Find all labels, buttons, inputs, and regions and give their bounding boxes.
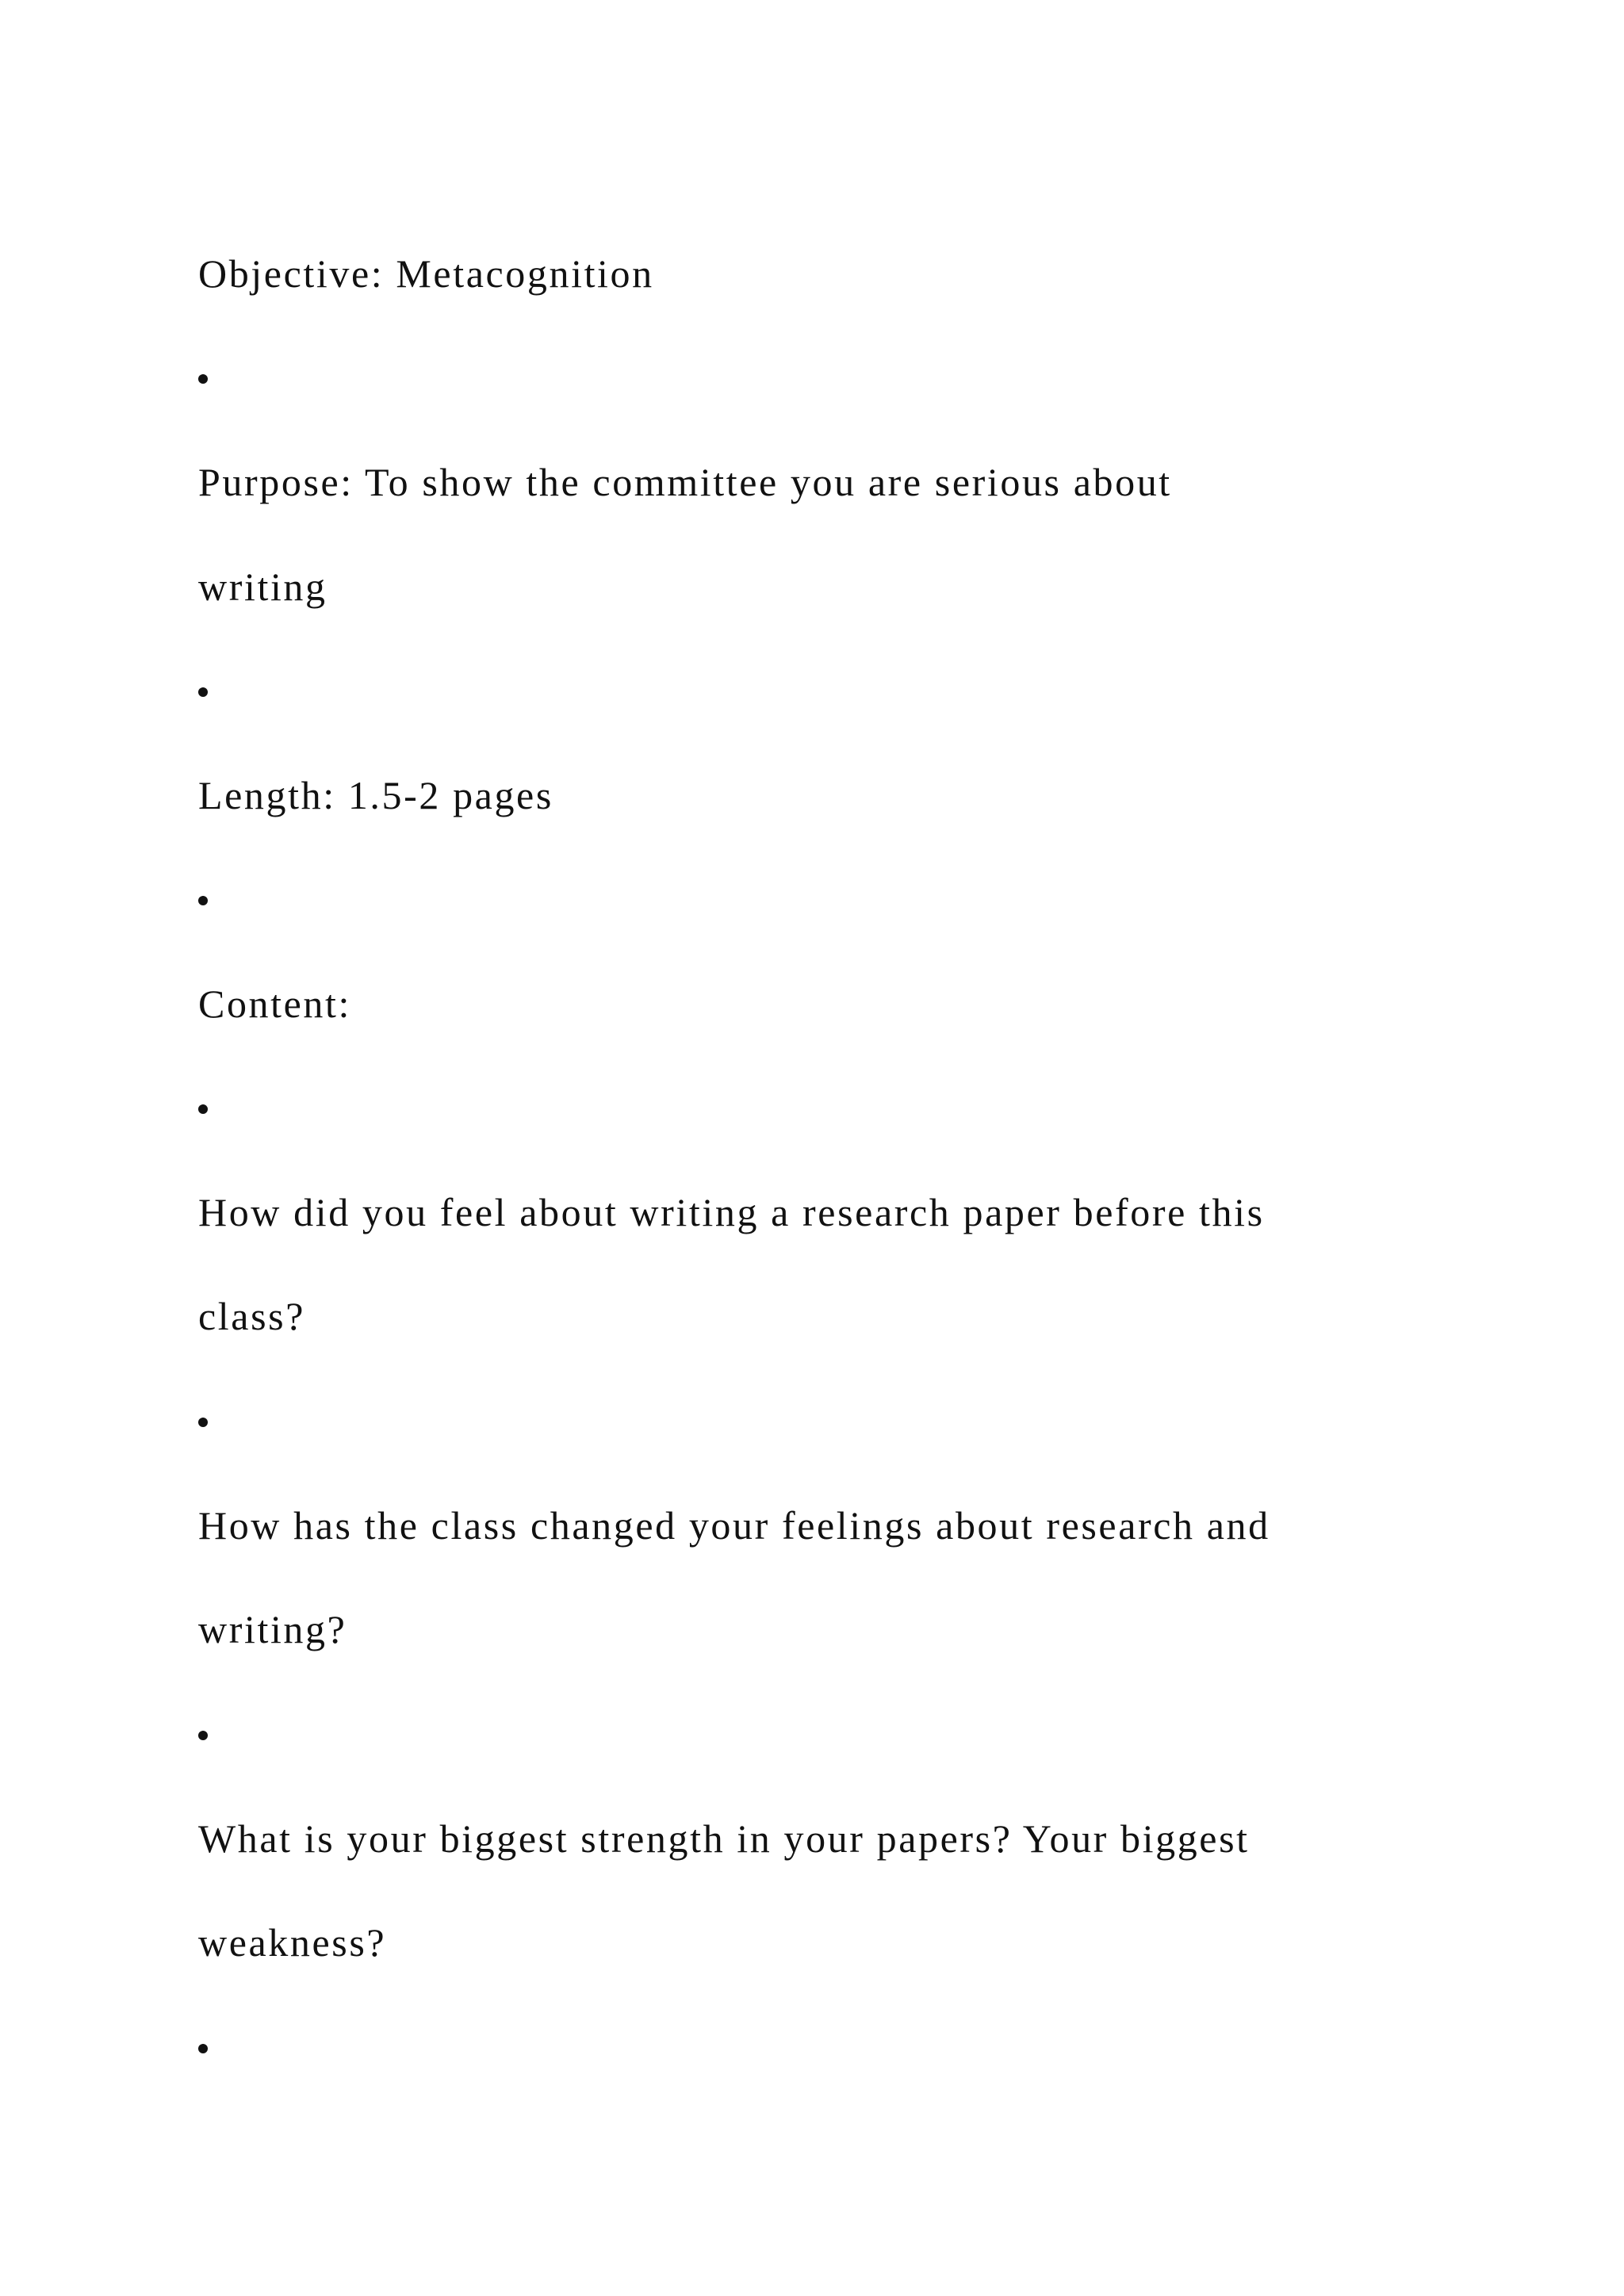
bullet-marker: [198, 1418, 208, 1427]
bullet-marker: [198, 2044, 208, 2053]
question-2-line-2: writing?: [198, 1607, 347, 1651]
bullet-marker: [198, 687, 208, 697]
question-2-line-1: How has the class changed your feelings about research and: [198, 1503, 1270, 1548]
question-3-line-2: weakness?: [198, 1920, 387, 1965]
bullet-marker: [198, 896, 208, 905]
question-1-line-2: class?: [198, 1294, 305, 1338]
purpose-line-2: writing: [198, 564, 327, 609]
bullet-marker: [198, 1104, 208, 1114]
question-3-line-1: What is your biggest strength in your papers? Your biggest: [198, 1816, 1250, 1861]
content-heading: Content:: [198, 982, 352, 1026]
bullet-marker: [198, 1731, 208, 1740]
bullet-marker: [198, 374, 208, 384]
question-1-line-1: How did you feel about writing a research paper before this: [198, 1190, 1265, 1234]
length-line: Length: 1.5-2 pages: [198, 773, 553, 817]
purpose-line-1: Purpose: To show the committee you are serious about: [198, 460, 1172, 504]
objective-line: Objective: Metacognition: [198, 251, 654, 296]
